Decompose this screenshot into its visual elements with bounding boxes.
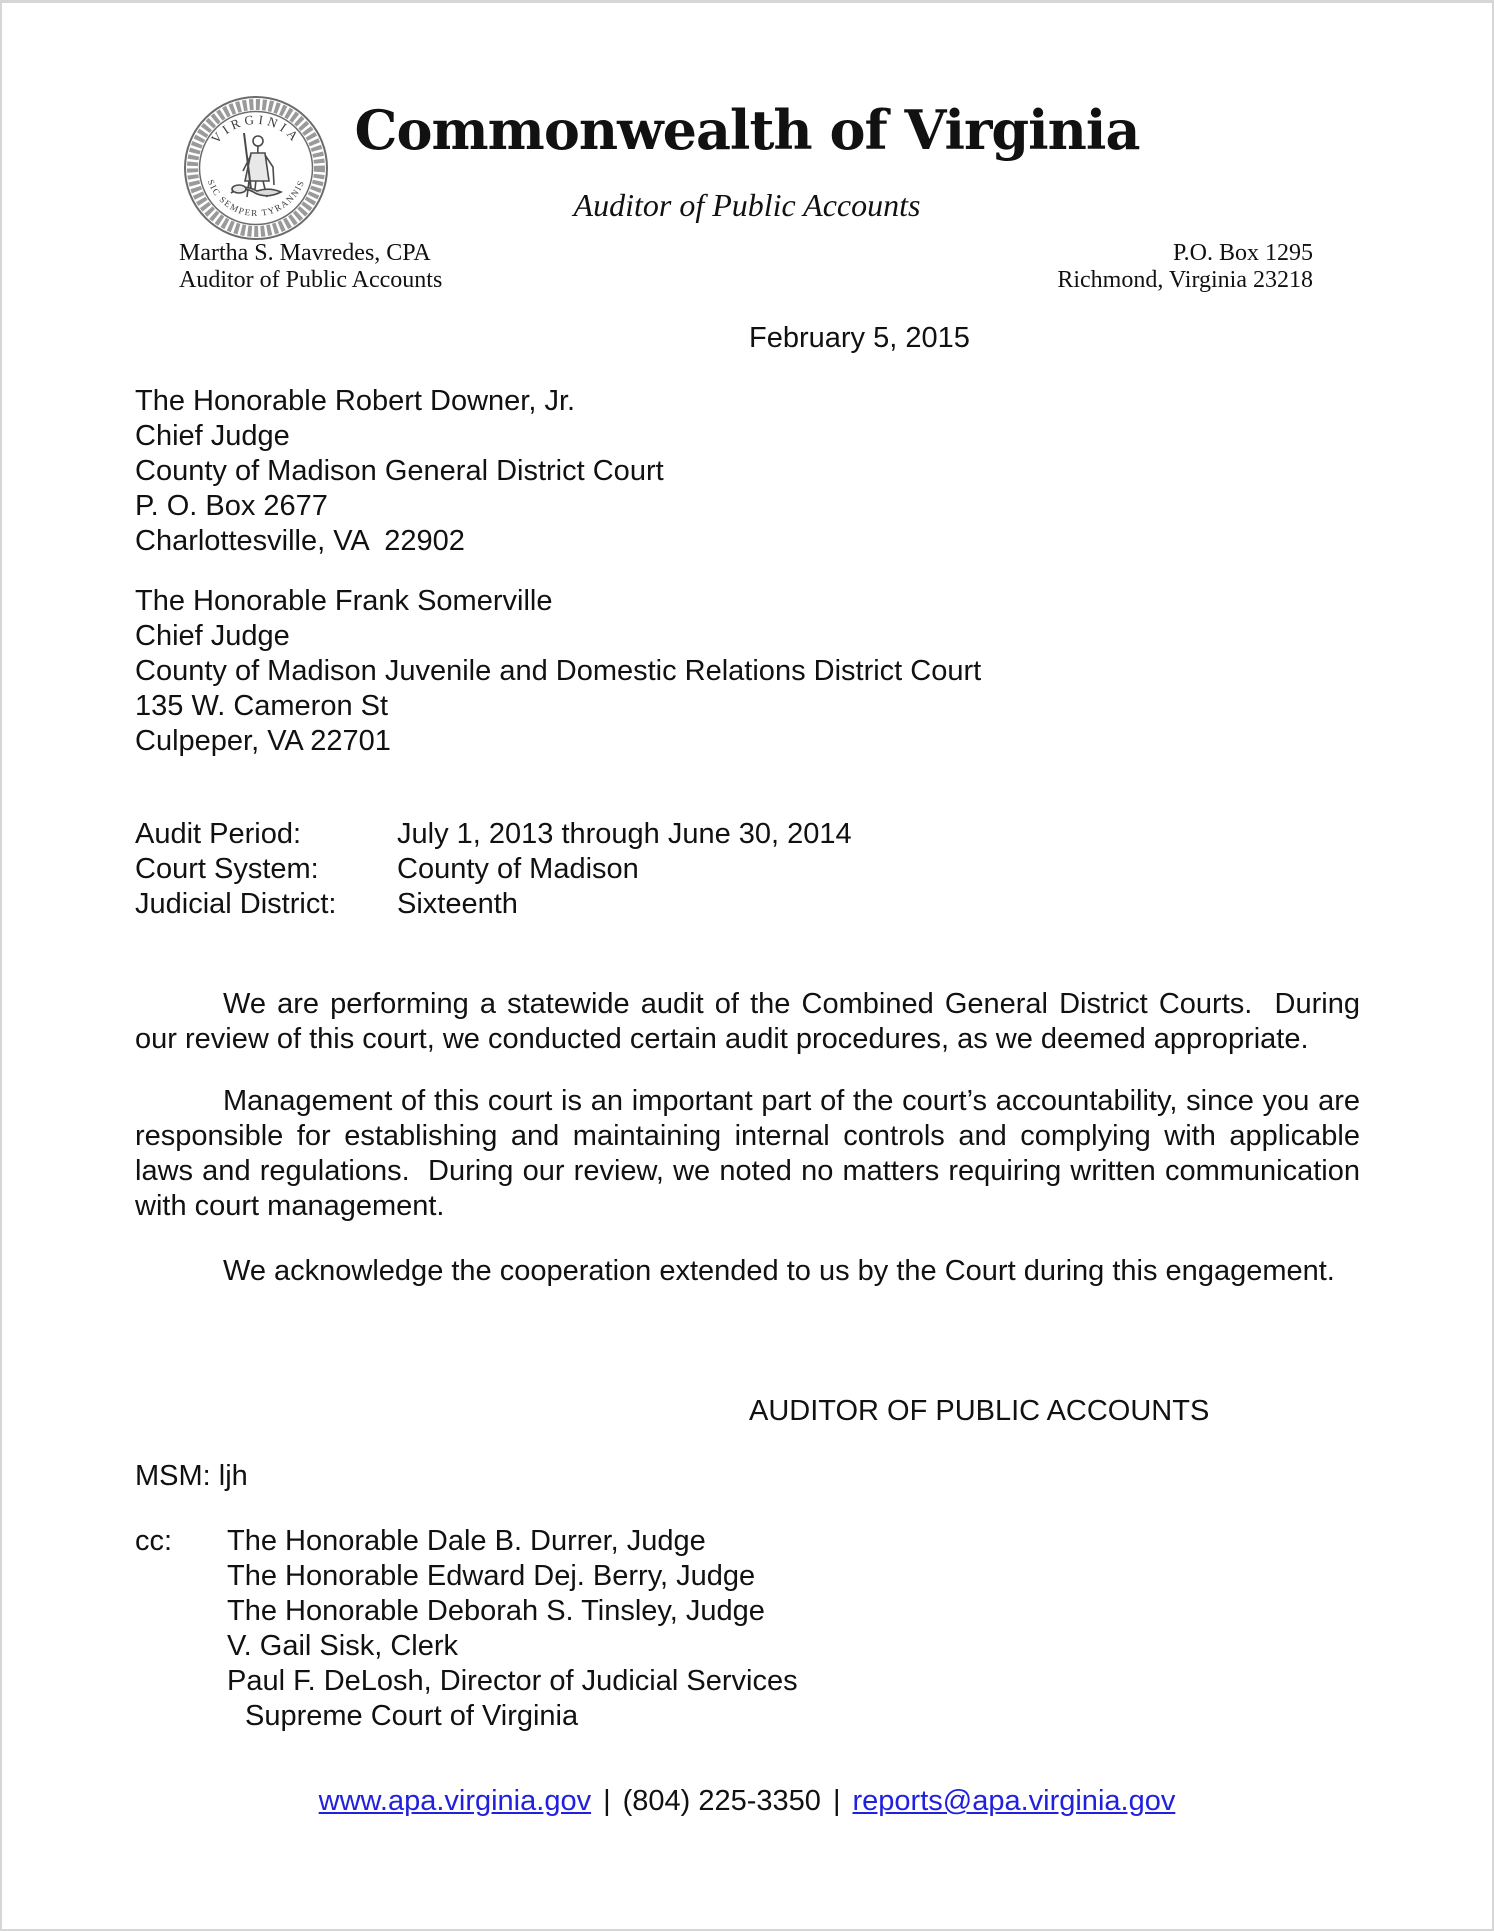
city-state-zip-line: Richmond, Virginia 23218: [1057, 267, 1313, 293]
recipient-court: County of Madison General District Court: [135, 455, 664, 487]
cc-block: [135, 1524, 798, 1734]
letterhead-official: [179, 240, 442, 294]
footer-separator: |: [603, 1785, 611, 1817]
audit-info-row: [135, 852, 852, 887]
cc-list: [227, 1524, 798, 1734]
website-link[interactable]: www.apa.virginia.gov: [318, 1785, 592, 1817]
po-box-line: P.O. Box 1295: [1172, 240, 1313, 266]
audit-period-label: Audit Period:: [135, 818, 302, 850]
phone-number: (804) 225-3350: [622, 1785, 821, 1817]
cc-label: cc:: [135, 1525, 173, 1557]
signature-block: AUDITOR OF PUBLIC ACCOUNTS: [749, 1395, 1210, 1427]
recipient-city: Culpeper, VA 22701: [135, 725, 391, 757]
audit-info-row: [135, 887, 852, 922]
letter-footer: [2, 1784, 1492, 1819]
letter-date: February 5, 2015: [749, 322, 970, 354]
audit-info-row: [135, 817, 852, 852]
letterhead-title: Commonwealth of Virginia: [354, 98, 1140, 162]
court-system-label: Court System:: [135, 853, 319, 885]
recipient-block-1: [135, 384, 664, 559]
judicial-district-value: Sixteenth: [397, 888, 518, 920]
cc-entry: The Honorable Dale B. Durrer, Judge: [227, 1525, 706, 1557]
official-name: Martha S. Mavredes, CPA: [179, 240, 431, 266]
recipient-city: Charlottesville, VA 22902: [135, 525, 465, 557]
court-system-value: County of Madison: [397, 853, 639, 885]
recipient-name: The Honorable Frank Somerville: [135, 585, 553, 617]
recipient-street: 135 W. Cameron St: [135, 690, 389, 722]
footer-separator: |: [832, 1785, 841, 1817]
judicial-district-label: Judicial District:: [135, 888, 337, 920]
audit-period-value: July 1, 2013 through June 30, 2014: [397, 818, 852, 850]
recipient-name: The Honorable Robert Downer, Jr.: [135, 385, 576, 417]
paragraph-acknowledgement: We acknowledge the cooperation extended to us by the Court during this engagement.: [223, 1255, 1335, 1287]
recipient-title: Chief Judge: [135, 620, 290, 652]
recipient-court: County of Madison Juvenile and Domestic Relations District Court: [135, 655, 982, 687]
letterhead-subtitle: Auditor of Public Accounts: [573, 187, 921, 223]
cc-entry: The Honorable Deborah S. Tinsley, Judge: [227, 1595, 765, 1627]
cc-entry: Paul F. DeLosh, Director of Judicial Services: [227, 1665, 798, 1697]
cc-sub-entry: Supreme Court of Virginia: [245, 1700, 579, 1732]
cc-entry: The Honorable Edward Dej. Berry, Judge: [227, 1560, 756, 1592]
seal-motto-text: SIC SEMPER TYRANNIS: [205, 178, 307, 219]
paragraph-audit-scope: We are performing a statewide audit of the Combined General District Courts. During our review of this court, we conducted certain audit procedures, as we deemed appropriate.: [135, 988, 1369, 1055]
recipient-street: P. O. Box 2677: [135, 490, 328, 522]
paragraph-management: Management of this court is an important part of the court’s accountability, since you are responsible for establishing and maintaining internal controls and complying with applicable laws and regulations. During our review, we noted no matters requiring written communication with court management.: [135, 1085, 1369, 1222]
seal-top-text: VIRGINIA: [207, 111, 305, 147]
cc-entry: V. Gail Sisk, Clerk: [227, 1630, 458, 1662]
audit-info-block: [135, 817, 852, 922]
letterhead-address: [1057, 240, 1313, 294]
reference-initials: MSM: ljh: [135, 1460, 248, 1492]
recipient-title: Chief Judge: [135, 420, 290, 452]
email-link[interactable]: reports@apa.virginia.gov: [852, 1785, 1176, 1817]
official-title: Auditor of Public Accounts: [179, 267, 443, 293]
recipient-block-2: [135, 584, 981, 759]
